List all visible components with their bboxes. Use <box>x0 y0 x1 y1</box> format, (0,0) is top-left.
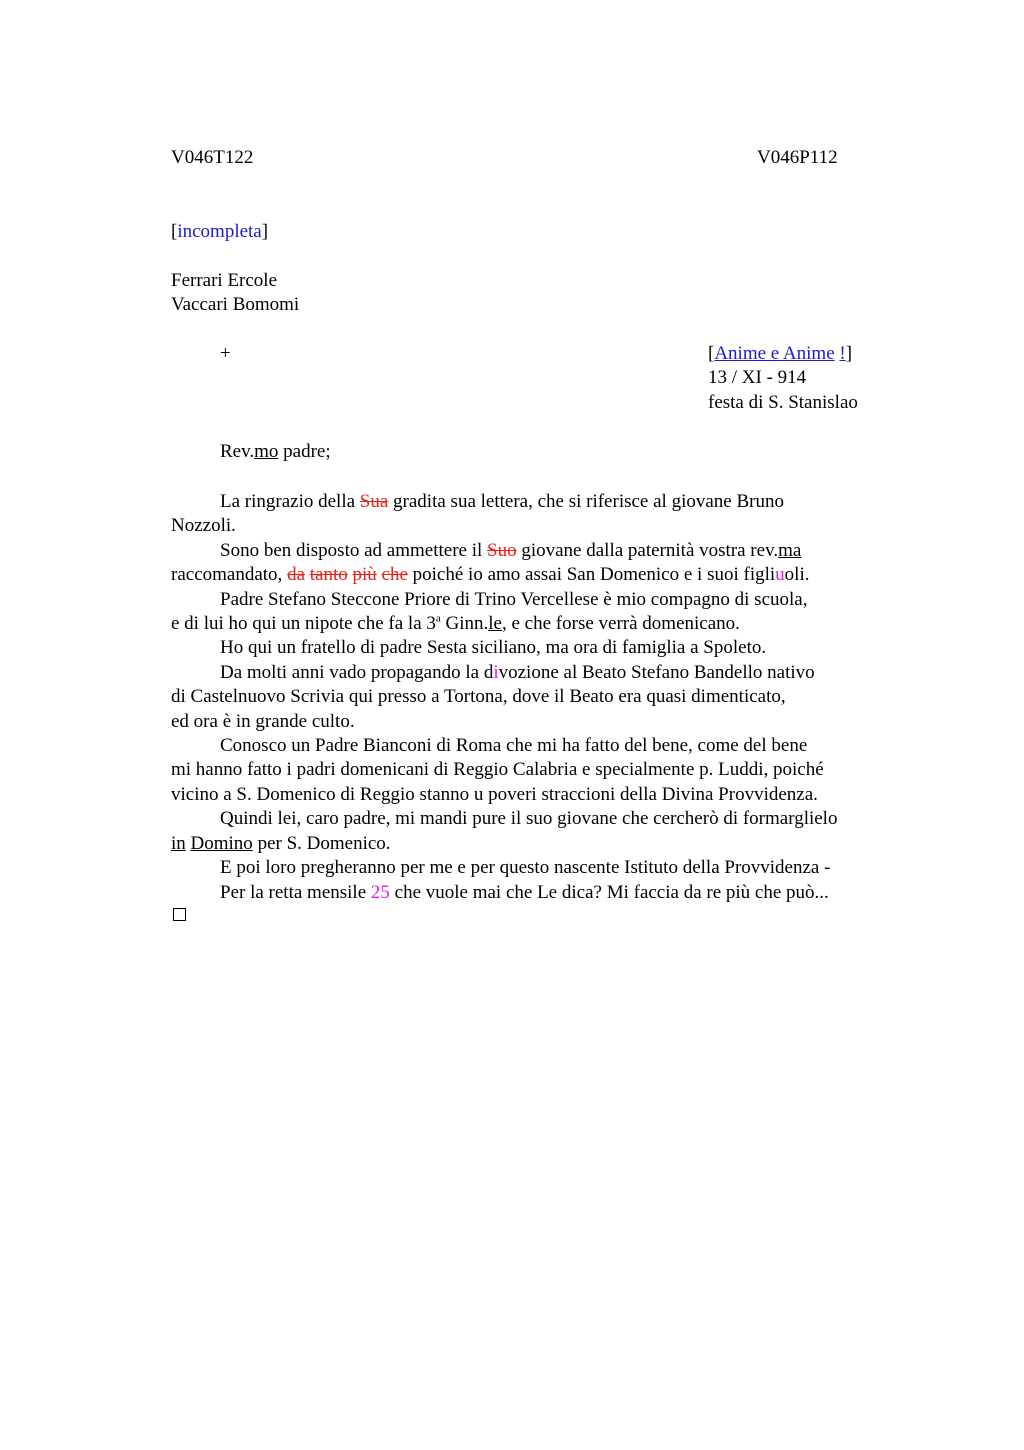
paragraph-7-cont: in Domino per S. Domenico. <box>171 832 391 854</box>
title-link[interactable]: Anime e Anime <box>714 343 835 364</box>
insertion: u <box>775 564 785 586</box>
title-exclamation[interactable]: ! <box>839 343 846 364</box>
archive-code-right: V046P112 <box>757 147 838 168</box>
paragraph-6: Conosco un Padre Bianconi di Roma che mi ha fatto del bene, come del bene <box>220 735 808 757</box>
salutation: Rev.mo padre; <box>220 441 331 462</box>
end-box-icon <box>173 908 186 921</box>
insertion: 25 <box>370 881 390 903</box>
insertion: i <box>493 661 499 683</box>
paragraph-1: La ringrazio della Sua gradita sua lettera, che si riferisce al giovane Bruno <box>220 491 784 512</box>
paragraph-2-cont: raccomandato, da tanto più che poiché io amo assai San Domenico e i suoi figliuoli. <box>171 564 810 586</box>
paragraph-1-cont: Nozzoli. <box>171 515 236 537</box>
paragraph-5-cont2: ed ora è in grande culto. <box>171 710 355 732</box>
cross-symbol: + <box>220 343 231 364</box>
paragraph-6-cont: mi hanno fatto i padri domenicani di Reggio Calabria e specialmente p. Luddi, poiché <box>171 759 824 781</box>
status-note: [incompleta] <box>171 221 269 242</box>
deletion: Sua <box>359 491 389 512</box>
paragraph-8: E poi loro pregheranno per me e per questo nascente Istituto della Provvidenza - <box>220 857 831 879</box>
status-note-text: incompleta <box>177 221 262 242</box>
paragraph-5-cont: di Castelnuovo Scrivia qui presso a Tortona, dove il Beato era quasi dimenticato, <box>171 686 786 708</box>
paragraph-3-cont: e di lui ho qui un nipote che fa la 3$^a$ Ginn.le, e che forse verrà domenicano. <box>171 612 740 635</box>
correspondent-1: Ferrari Ercole <box>171 270 278 291</box>
paragraph-9: Per la retta mensile 25 che vuole mai che Le dica? Mi faccia da re più che può... <box>220 881 829 903</box>
paragraph-2: Sono ben disposto ad ammettere il Suo giovane dalla paternità vostra rev.ma <box>220 539 802 561</box>
title-reference: [Anime e Anime !] <box>708 343 853 364</box>
paragraph-7: Quindi lei, caro padre, mi mandi pure il suo giovane che cercherò di formarglielo <box>220 808 838 830</box>
letter-date: 13 / XI - 914 <box>708 367 807 388</box>
archive-code-left: V046T122 <box>171 147 254 168</box>
feast-day: festa di S. Stanislao <box>708 392 858 413</box>
deletion: Suo <box>487 539 517 561</box>
paragraph-6-cont2: vicino a S. Domenico di Reggio stanno u poveri straccioni della Divina Provvidenza. <box>171 783 818 805</box>
paragraph-3: Padre Stefano Steccone Priore di Trino Vercellese è mio compagno di scuola, <box>220 588 808 610</box>
correspondent-2: Vaccari Bomomi <box>171 294 300 315</box>
paragraph-4: Ho qui un fratello di padre Sesta siciliano, ma ora di famiglia a Spoleto. <box>220 637 767 659</box>
paragraph-5: Da molti anni vado propagando la divozione al Beato Stefano Bandello nativo <box>220 661 815 683</box>
letter-body <box>171 490 891 905</box>
